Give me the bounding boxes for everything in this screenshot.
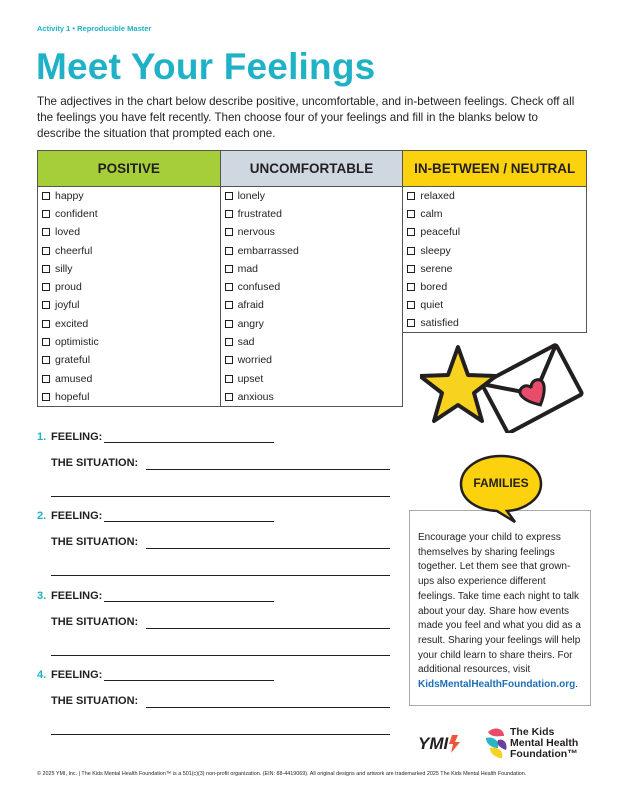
checkbox-icon[interactable] [42, 301, 50, 309]
feeling-label: nervous [237, 226, 275, 239]
feeling-label: serene [420, 262, 453, 275]
feeling-item-uncomfortable[interactable] [220, 296, 403, 314]
header-uncomfortable: UNCOMFORTABLE [220, 151, 403, 187]
ymi-logo-text: YMI [418, 734, 449, 753]
checkbox-icon[interactable] [42, 265, 50, 273]
feeling-label: happy [55, 189, 84, 202]
header-neutral: IN-BETWEEN / NEUTRAL [403, 151, 587, 187]
checkbox-icon[interactable] [407, 319, 415, 327]
feeling-item-uncomfortable[interactable] [220, 369, 403, 387]
checkbox-icon[interactable] [42, 192, 50, 200]
situation-blank-2[interactable] [51, 496, 390, 497]
feeling-label: satisfied [420, 317, 459, 330]
feeling-label: cheerful [55, 244, 93, 257]
families-label: FAMILIES [473, 476, 529, 490]
situation-blank-2[interactable] [51, 734, 390, 735]
page-title: Meet Your Feelings [36, 46, 376, 87]
feeling-label: peaceful [420, 226, 461, 239]
checkbox-icon[interactable] [42, 210, 50, 218]
activity-label: Activity 1 • Reproducible Master [37, 24, 152, 33]
kmhf-line-2: Mental Health [510, 737, 579, 749]
feeling-item-uncomfortable[interactable] [220, 351, 403, 369]
feeling-item-neutral[interactable] [403, 241, 587, 259]
checkbox-icon[interactable] [407, 265, 415, 273]
feeling-label: FEELING: [51, 669, 103, 681]
situation-blank[interactable] [146, 707, 390, 708]
kmhf-line-3: Foundation™ [510, 748, 578, 760]
checkbox-icon[interactable] [42, 338, 50, 346]
feeling-item-uncomfortable[interactable] [220, 333, 403, 351]
checkbox-icon[interactable] [42, 228, 50, 236]
feeling-label: anxious [237, 390, 274, 403]
families-tip-box [409, 510, 591, 706]
table-row [38, 260, 587, 278]
situation-label: THE SITUATION: [51, 457, 139, 469]
feeling-item-uncomfortable[interactable] [220, 278, 403, 296]
checkbox-icon[interactable] [42, 375, 50, 383]
checkbox-icon[interactable] [407, 301, 415, 309]
ymi-logo [418, 731, 464, 762]
feeling-label: upset [237, 372, 264, 385]
table-row [38, 278, 587, 296]
feeling-label: embarrassed [237, 244, 299, 257]
feeling-label: afraid [237, 299, 264, 312]
table-row [38, 296, 587, 314]
feeling-label: confused [237, 281, 281, 294]
families-link-suffix: . [575, 679, 578, 691]
feeling-item-positive[interactable] [38, 333, 221, 351]
checkbox-icon[interactable] [42, 320, 50, 328]
kmhf-logo-mark [484, 726, 508, 765]
feeling-item-neutral[interactable] [403, 205, 587, 223]
situation-label: THE SITUATION: [51, 695, 139, 707]
feeling-item-positive[interactable] [38, 241, 221, 259]
feeling-item-positive[interactable] [38, 315, 221, 333]
checkbox-icon[interactable] [42, 356, 50, 364]
feeling-label: relaxed [420, 189, 455, 202]
feeling-label: FEELING: [51, 510, 103, 522]
feeling-item-positive[interactable] [38, 351, 221, 369]
feeling-blank[interactable] [104, 521, 274, 522]
feeling-item-uncomfortable[interactable] [220, 223, 403, 241]
checkbox-icon[interactable] [225, 375, 233, 383]
checkbox-icon[interactable] [225, 393, 233, 401]
feeling-label: loved [55, 226, 81, 239]
kmhf-logo-text [510, 727, 578, 760]
feeling-item-uncomfortable[interactable] [220, 241, 403, 259]
checkbox-icon[interactable] [407, 228, 415, 236]
kmhf-line-1: The Kids [510, 726, 555, 738]
checkbox-icon[interactable] [225, 356, 233, 364]
feeling-item-neutral[interactable] [403, 223, 587, 241]
feeling-item-neutral[interactable] [403, 315, 587, 333]
feeling-item-positive[interactable] [38, 388, 221, 406]
checkbox-icon[interactable] [225, 283, 233, 291]
envelope-heart-icon [482, 345, 582, 433]
feeling-label: FEELING: [51, 431, 103, 443]
feeling-label: amused [55, 372, 93, 385]
feeling-label: hopeful [55, 390, 90, 403]
feeling-item-positive[interactable] [38, 205, 221, 223]
feeling-entry-4 [37, 669, 102, 681]
entry-number: 2. [37, 510, 47, 522]
situation-label: THE SITUATION: [51, 616, 139, 628]
feeling-label: mad [237, 262, 259, 275]
checkbox-icon[interactable] [407, 210, 415, 218]
feeling-item-uncomfortable[interactable] [220, 315, 403, 333]
feeling-blank[interactable] [104, 442, 274, 443]
feeling-blank[interactable] [104, 601, 274, 602]
feeling-item-uncomfortable[interactable] [220, 205, 403, 223]
feeling-label: joyful [55, 299, 80, 312]
feeling-label: quiet [420, 299, 444, 312]
feeling-label: optimistic [55, 336, 99, 349]
checkbox-icon[interactable] [407, 247, 415, 255]
feeling-blank[interactable] [104, 680, 274, 681]
feeling-entry-3 [37, 590, 102, 602]
table-row [38, 315, 587, 333]
feeling-label: lonely [237, 189, 266, 202]
table-row [38, 205, 587, 223]
feeling-label: sleepy [420, 244, 451, 257]
families-link[interactable]: KidsMentalHealthFoundation.org [418, 679, 576, 691]
situation-blank-2[interactable] [51, 655, 390, 656]
situation-label: THE SITUATION: [51, 536, 139, 548]
feeling-entry-2 [37, 510, 102, 522]
feeling-item-positive[interactable] [38, 260, 221, 278]
feeling-item-neutral[interactable] [403, 278, 587, 296]
feeling-item-uncomfortable[interactable] [220, 388, 403, 406]
feeling-entry-1 [37, 431, 102, 443]
checkbox-icon[interactable] [407, 283, 415, 291]
situation-blank[interactable] [146, 469, 390, 470]
feeling-label: grateful [55, 354, 91, 367]
families-bubble [459, 454, 543, 524]
feeling-label: proud [55, 281, 82, 294]
feeling-label: excited [55, 317, 89, 330]
entry-number: 4. [37, 669, 47, 681]
feeling-label: sad [237, 336, 255, 349]
feeling-label: worried [237, 354, 273, 367]
checkbox-icon[interactable] [225, 247, 233, 255]
feeling-item-positive[interactable] [38, 369, 221, 387]
feeling-item-positive[interactable] [38, 223, 221, 241]
situation-blank[interactable] [146, 628, 390, 629]
checkbox-icon[interactable] [225, 265, 233, 273]
checkbox-icon[interactable] [225, 320, 233, 328]
intro-text: The adjectives in the chart below describe positive, uncomfortable, and in-between feelings. Check off all the feelings you have felt recently. Then choose four of your feelings and fill in the blanks below to describe the situation that prompted each one. [37, 95, 575, 140]
feeling-item-positive[interactable] [38, 296, 221, 314]
checkbox-icon[interactable] [225, 338, 233, 346]
feeling-item-uncomfortable[interactable] [220, 187, 403, 205]
feeling-item-neutral[interactable] [403, 260, 587, 278]
checkbox-icon[interactable] [225, 301, 233, 309]
feeling-item-positive[interactable] [38, 187, 221, 205]
checkbox-icon[interactable] [225, 192, 233, 200]
checkbox-icon[interactable] [225, 210, 233, 218]
entry-number: 1. [37, 431, 47, 443]
feeling-label: bored [420, 281, 448, 294]
entry-number: 3. [37, 590, 47, 602]
checkbox-icon[interactable] [42, 283, 50, 291]
feeling-label: frustrated [237, 207, 282, 220]
checkbox-icon[interactable] [42, 247, 50, 255]
families-text: Encourage your child to express themselves by sharing feelings together. Let them see that grown-ups also experience different feelings. Take time each night to talk about your day. Share how events made you feel and what you did as a result. Sharing your feelings will help your child learn to share theirs. For additional resources, visit [418, 532, 581, 676]
table-row [38, 223, 587, 241]
feeling-item-uncomfortable[interactable] [220, 260, 403, 278]
feeling-item-neutral[interactable] [403, 187, 587, 205]
table-row [38, 187, 587, 205]
star-envelope-illustration [420, 343, 588, 433]
star-icon [420, 347, 496, 421]
situation-blank-2[interactable] [51, 575, 390, 576]
situation-blank[interactable] [146, 548, 390, 549]
table-row [38, 241, 587, 259]
checkbox-icon[interactable] [407, 192, 415, 200]
footer-copyright: © 2025 YMI, Inc. | The Kids Mental Health Foundation™ is a 501(c)(3) non-profit organization. (EIN: 88-4419069). All original designs and artwork are trademarked 2025 The Kids Mental Health Foundation. [37, 771, 527, 777]
feeling-label: angry [237, 317, 264, 330]
checkbox-icon[interactable] [225, 228, 233, 236]
feeling-label: silly [55, 262, 73, 275]
feeling-label: FEELING: [51, 590, 103, 602]
header-positive: POSITIVE [38, 151, 221, 187]
feeling-item-neutral[interactable] [403, 296, 587, 314]
feeling-label: calm [420, 207, 443, 220]
feeling-item-positive[interactable] [38, 278, 221, 296]
feeling-label: confident [55, 207, 98, 220]
checkbox-icon[interactable] [42, 393, 50, 401]
